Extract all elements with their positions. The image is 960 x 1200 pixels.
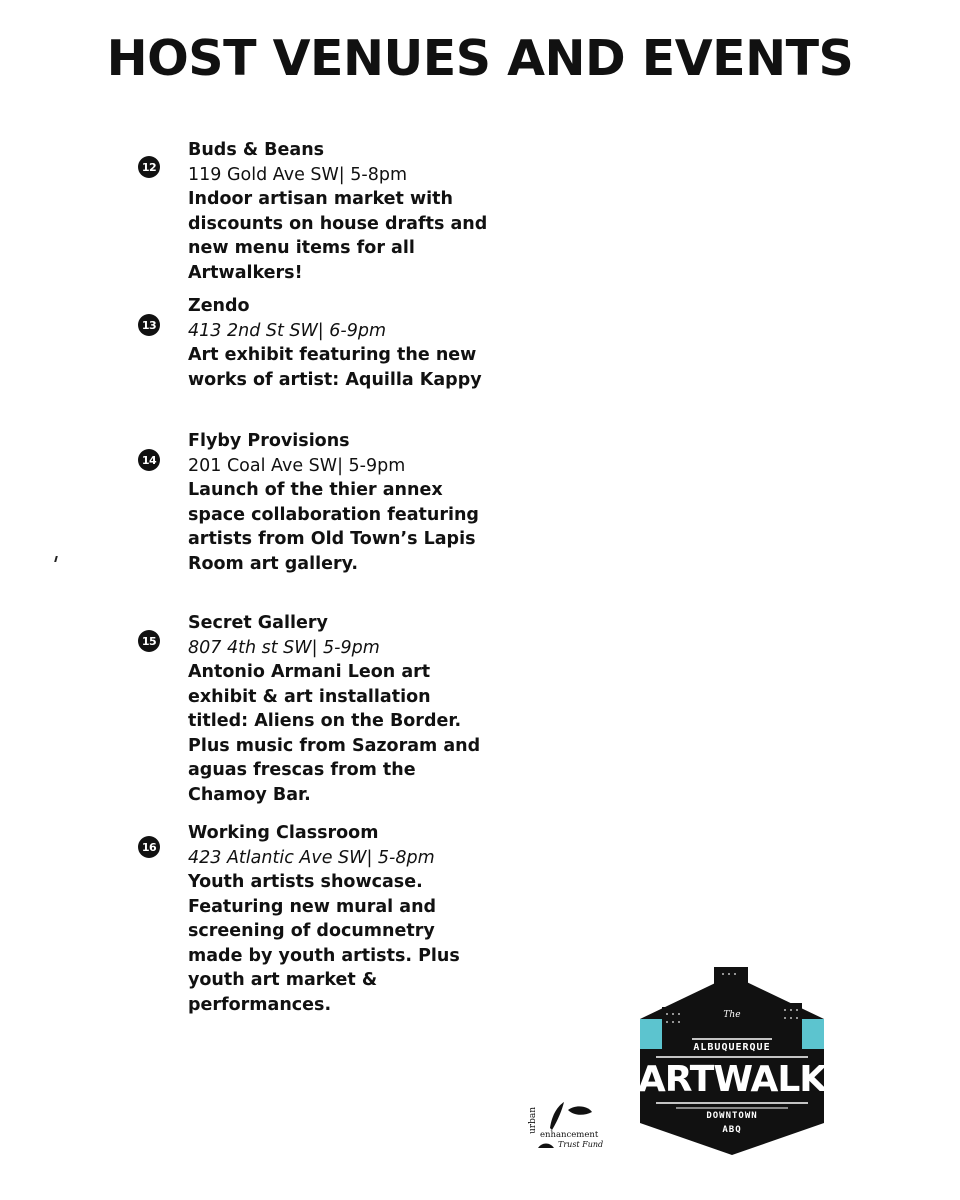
page-title: HOST VENUES AND EVENTS	[106, 30, 854, 87]
artwalk-logo-name: ARTWALK	[637, 1059, 827, 1100]
event-number-badge: 14	[138, 449, 160, 471]
event-venue-name: Buds & Beans	[188, 140, 325, 160]
event-venue-name: Flyby Provisions	[188, 431, 350, 451]
artwalk-logo-abbr: ABQ	[722, 1125, 742, 1135]
event-description: Launch of the thier annex space collaboration featuring artists from Old Town’s Lapis Room art gallery.	[188, 480, 479, 574]
event-address-time: 413 2nd St SW| 6-9pm	[188, 320, 387, 341]
event-item	[138, 138, 558, 285]
urban-enhancement-logo	[528, 1100, 618, 1155]
event-address-time: 807 4th st SW| 5-9pm	[188, 637, 380, 658]
event-item	[138, 611, 558, 807]
event-number-badge: 16	[138, 836, 160, 858]
artwalk-logo-city: ALBUQUERQUE	[693, 1042, 771, 1053]
artwalk-logo-the: The	[723, 1010, 741, 1020]
event-address-time: 201 Coal Ave SW| 5-9pm	[188, 455, 406, 476]
event-venue-name: Working Classroom	[188, 823, 379, 843]
event-number-badge: 13	[138, 314, 160, 336]
artwalk-logo	[636, 965, 828, 1157]
event-description: Indoor artisan market with discounts on house drafts and new menu items for all Artwalkers!	[188, 189, 488, 283]
event-number-badge: 15	[138, 630, 160, 652]
artwalk-logo-area: DOWNTOWN	[706, 1111, 758, 1121]
stray-mark	[54, 556, 58, 562]
event-item	[138, 821, 558, 1017]
urban-logo-word-2: enhancement	[540, 1130, 599, 1140]
event-description: Art exhibit featuring the new works of artist: Aquilla Kappy	[188, 345, 482, 390]
event-address-time: 423 Atlantic Ave SW| 5-8pm	[188, 847, 435, 868]
event-address-time: 119 Gold Ave SW| 5-8pm	[188, 164, 408, 185]
event-number-badge: 12	[138, 156, 160, 178]
event-item	[138, 294, 558, 392]
event-venue-name: Zendo	[188, 296, 250, 316]
event-venue-name: Secret Gallery	[188, 613, 328, 633]
event-item	[138, 429, 558, 576]
event-description: Youth artists showcase. Featuring new mural and screening of documnetry made by youth artists. Plus youth art market & performances.	[188, 872, 460, 1015]
urban-logo-word-1: urban	[528, 1106, 538, 1134]
event-description: Antonio Armani Leon art exhibit & art installation titled: Aliens on the Border. Plus music from Sazoram and aguas frescas from the Chamoy Bar.	[188, 662, 481, 805]
urban-logo-word-3: Trust Fund	[558, 1140, 604, 1149]
